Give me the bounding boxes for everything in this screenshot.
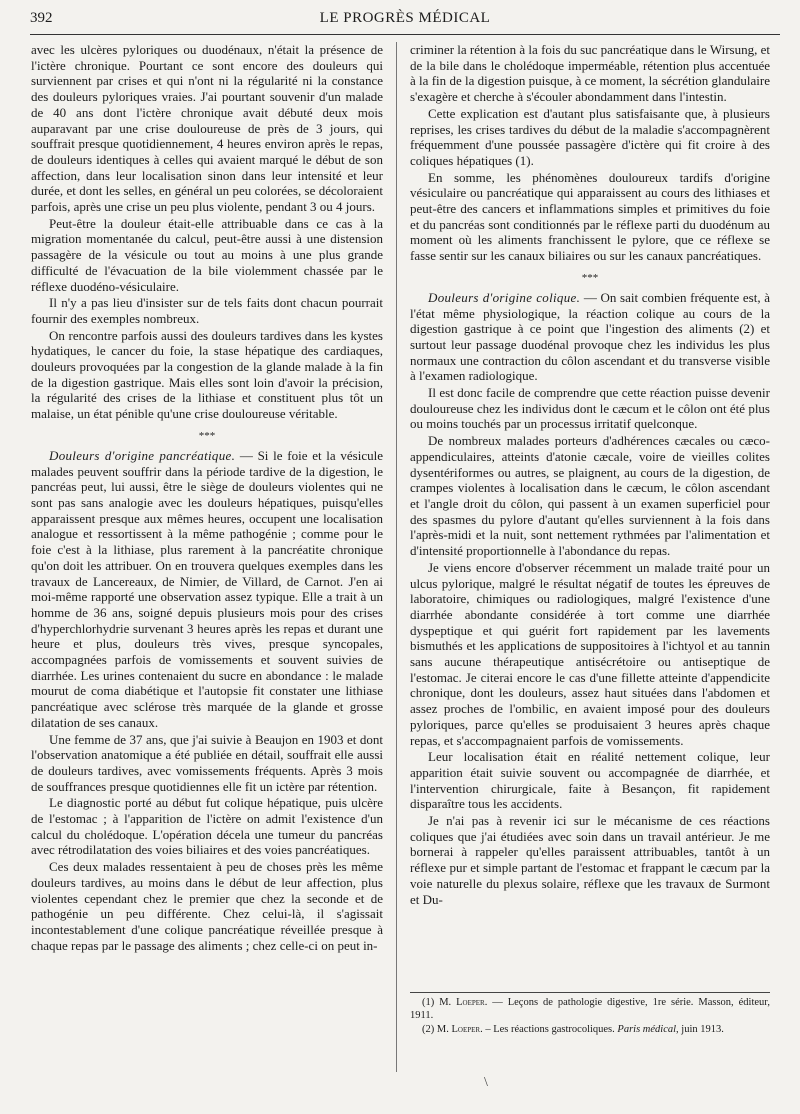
paragraph: Douleurs d'origine colique. — On sait combien fréquente est, à l'état même physiologique, la réaction colique au cours de la digestion gastrique à ce point que l'ingestion des aliments (2) et surtout leur passage duodénal provoque chez les individus les plus normaux une contraction du côlon ascendant et du transverse visible à l'examen radiologique.: [410, 289, 770, 384]
header-rule: [30, 34, 780, 35]
right-column: [410, 42, 770, 908]
paragraph: Leur localisation était en réalité nettement colique, leur apparition était suivie souvent ou accompagnée de diarrhée, et l'intervention chirurgicale, faite à Besançon, fit rapidement disparaître tous les accidents.: [410, 749, 770, 812]
page-header: [30, 8, 780, 32]
footnote: (1) M. Loeper. — Leçons de pathologie digestive, 1re série. Masson, éditeur, 1911.: [410, 997, 770, 1021]
paragraph: Une femme de 37 ans, que j'ai suivie à Beaujon en 1903 et dont l'observation anatomique a été publiée en détail, souffrait elle aussi de douleurs tardives, avec vomissements fréquents. Après 3 mois de souffrances presque quotidiennes elle fit un ictère par rétention.: [31, 731, 383, 794]
paragraph: En somme, les phénomènes douloureux tardifs d'origine vésiculaire ou pancréatique qui apparaissent au cours des lithiases et peut-être des cancers et inflammations simples et primitives du foie et du pancréas sont conditionnés par le réflexe parti du duodénum au moment où les aliments franchissent le pylore, que ce réflexe se fasse sentir sur les canaux biliaires ou sur les canaux pancréatiques.: [410, 169, 770, 264]
section-title: Douleurs d'origine colique.: [428, 289, 581, 305]
paragraph: On rencontre parfois aussi des douleurs tardives dans les kystes hydatiques, le cancer du foie, la stase hépatique des cardiaques, douleurs provoquées par la congestion de la glande malade à la fin de la digestion gastrique. Mais elles sont loin d'avoir la précision, la régularité des crises de la lithiase et constituent plus tôt un malaise, un état pénible qu'une crise douloureuse véritable.: [31, 327, 383, 422]
paragraph: criminer la rétention à la fois du suc pancréatique dans le Wirsung, et de la bile dans le cholédoque imperméable, rétention plus accentuée à la fin de la digestion puisque, à ce moment, la sécrétion glandulaire s'exagère et cherche à s'écouler abondamment dans l'intestin.: [410, 42, 770, 105]
paragraph: avec les ulcères pyloriques ou duodénaux, n'était la présence de l'ictère chronique. Pourtant ce sont encore des douleurs qui surviennent par crises et qui n'ont ni la régularité ni la constance des douleurs pyloriques vraies. J'ai pourtant souvenir d'un malade de 40 ans dont l'ictère chronique avait débuté deux mois auparavant par une crise douloureuse de près de 3 jours, qui souffrait presque quotidiennement, 4 heures environ après le repas, de douleurs identiques à celles qui avaient marqué le début de son affection, dans leur localisation sinon dans leur intensité et leur durée, et dont les selles, en général un peu colorées, se décoloraient parfois, après une crise un peu plus violente, pendant 3 ou 4 jours.: [31, 42, 383, 215]
paragraph: Cette explication est d'autant plus satisfaisante que, à plusieurs reprises, les crises tardives du début de la maladie s'accompagnèrent fréquemment d'une poussée passagère d'ictère qui fit croire à des coliques hépatiques (1).: [410, 105, 770, 168]
paragraph: Il est donc facile de comprendre que cette réaction puisse devenir douloureuse chez les individus dont le cæcum et le côlon ont été plus ou moins touchés par un processus irritatif quelconque.: [410, 385, 770, 432]
footnotes: [410, 992, 770, 1039]
left-column: [31, 42, 383, 954]
section-title: Douleurs d'origine pancréatique.: [49, 447, 236, 463]
paragraph: Je viens encore d'observer récemment un malade traité pour un ulcus pylorique, malgré le résultat négatif de toutes les épreuves de laboratoire, chimiques ou radiologiques, malgré l'existence d'une diarrhée abondante considérée à tort comme une diarrhée dyspeptique et qui guérit fort rapidement par les lavements bismuthés et les applications de suppositoires à l'ichtyol et au tannin sans aucune thérapeutique antisécrétoire ou antiseptique de l'estomac. Je citerai encore le cas d'une fillette atteinte d'appendicite chronique, dont les douleurs, assez haut situées dans l'abdomen et assez proches de l'ombilic, en avaient imposé pour des douleurs pyloriques, parce qu'elles se produisaient 3 heures après chaque repas, et s'accompagnaient parfois de vomissements.: [410, 559, 770, 748]
section-separator: ***: [581, 271, 599, 284]
page-number: 392: [30, 10, 53, 26]
section-separator: ***: [198, 429, 216, 442]
paragraph: Le diagnostic porté au début fut colique hépatique, puis ulcère de l'estomac ; à l'apparition de l'ictère on admit l'existence d'un calcul du cholédoque. L'opération décela une tumeur du pancréas avec rétrodilatation des voies biliaires et des voies pancréatiques.: [31, 795, 383, 858]
paragraph: Il n'y a pas lieu d'insister sur de tels faits dont chacun pourrait fournir des exemples nombreux.: [31, 295, 383, 326]
paragraph: Ces deux malades ressentaient à peu de choses près les même douleurs tardives, au moins dans le début de leur affection, plus violentes cependant chez le premier que chez la seconde et de pathogénie un peu différente. Chez celui-là, il s'agissait incontestablement d'une colique pancréatique réveillée presque à chaque repas par le passage des aliments ; chez celle-ci on peut in-: [31, 859, 383, 953]
footnote-rule: [410, 992, 770, 993]
column-divider: [396, 42, 397, 1072]
paragraph: Douleurs d'origine pancréatique. — Si le foie et la vésicule malades peuvent souffrir dans la période tardive de la digestion, le pancréas peut, lui aussi, être le siège de douleurs violentes qui ne sont pas sans analogie avec les douleurs hépatiques, puisqu'elles apparaissent presque aux mêmes heures, occupent une localisation analogue et ressortissent à la même pathogénie ; comme pour le foie c'est à la lithiase, plus rarement à la pancréatite chronique qu'on doit les attribuer. On en trouvera quelques exemples dans les travaux de Lancereaux, de Nimier, de Villard, de Carnot. J'en ai moi-même rapporté une observation assez typique. Elle a trait à un homme de 36 ans, soigné depuis plusieurs mois pour des crises d'hyperchlorhydrie survenant 3 heures après les repas et durant une heure et plus, douleurs très vives, presque syncopales, accompagnées parfois de vomissements et souvent suivies de diarrhée. Les urines contenaient du sucre en abondance : le malade mourut de coma diabétique et l'autopsie fit constater une lithiase pancréatique avec sclérose très marquée de la glande et grosse dilatation de ses canaux.: [31, 447, 383, 730]
stray-mark: \: [484, 1075, 488, 1090]
footnote: (2) M. Loeper. – Les réactions gastrocoliques. Paris médical, juin 1913.: [422, 1024, 724, 1035]
paragraph: Peut-être la douleur était-elle attribuable dans ce cas à la migration momentanée du calcul, peut-être aussi à une distension passagère de la vésicule ou tout au moins à une plus grande difficulté de l'évacuation de la bile violemment chassée par le réflexe duodéno-vésiculaire.: [31, 215, 383, 294]
paragraph: Je n'ai pas à revenir ici sur le mécanisme de ces réactions coliques que j'ai étudiées avec soin dans un travail antérieur. Je me bornerai à rappeler qu'elles paraissent attribuables, tantôt à un réflexe pur et simple partant de l'estomac et frappant le cæcum par la voie naturelle du plexus solaire, réflexe que les travaux de Surmont et Du-: [410, 813, 770, 907]
paragraph: De nombreux malades porteurs d'adhérences cæcales ou cæco-appendiculaires, atteints d'atonie cæcale, voire de vieilles colites dysentériformes ou autres, se plaignent, au cours de la digestion, de crampes violentes à localisation dans le cæcum, le côlon ascendant et l'angle droit du côlon, qui passent à un examen superficiel pour des spasmes du pylore d'autant qu'elles surviennent à la fois dans l'après-midi et la nuit, sont nettement rythmées par l'alimentation et d'intensité proportionnelle à l'abondance du repas.: [410, 433, 770, 559]
journal-title: LE PROGRÈS MÉDICAL: [319, 10, 491, 26]
